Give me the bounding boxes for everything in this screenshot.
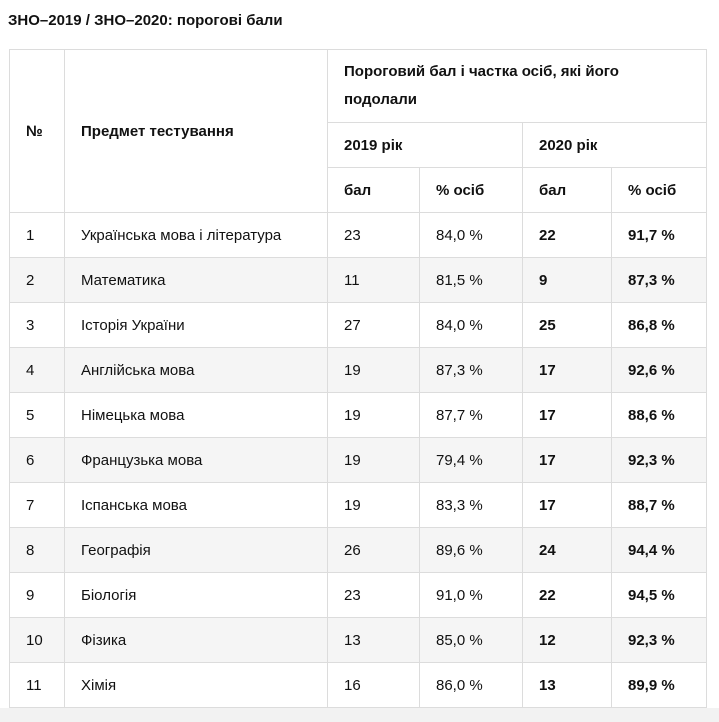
- row-number: 11: [10, 663, 65, 708]
- row-percent-2020: 92,3 %: [612, 618, 707, 663]
- row-score-2020: 13: [523, 663, 612, 708]
- row-percent-2020: 92,6 %: [612, 348, 707, 393]
- table-row: [10, 483, 707, 528]
- row-number: 8: [10, 528, 65, 573]
- row-score-2020: 25: [523, 303, 612, 348]
- row-percent-2019: 89,6 %: [420, 528, 523, 573]
- table-row: [10, 573, 707, 618]
- row-percent-2020: 88,7 %: [612, 483, 707, 528]
- row-percent-2019: 86,0 %: [420, 663, 523, 708]
- row-percent-2020: 89,9 %: [612, 663, 707, 708]
- table-header: [10, 50, 707, 213]
- row-score-2019: 16: [328, 663, 420, 708]
- header-percent-2019: % осіб: [420, 168, 523, 213]
- row-score-2020: 17: [523, 348, 612, 393]
- row-score-2020: 22: [523, 573, 612, 618]
- row-subject: Математика: [65, 258, 328, 303]
- row-percent-2019: 87,3 %: [420, 348, 523, 393]
- page-title: ЗНО–2019 / ЗНО–2020: порогові бали: [8, 12, 283, 29]
- row-score-2019: 19: [328, 438, 420, 483]
- header-year-2020: 2020 рік: [523, 123, 707, 168]
- row-percent-2020: 87,3 %: [612, 258, 707, 303]
- row-percent-2019: 83,3 %: [420, 483, 523, 528]
- table-row: [10, 393, 707, 438]
- table-row: [10, 438, 707, 483]
- row-subject: Біологія: [65, 573, 328, 618]
- row-subject: Англійська мова: [65, 348, 328, 393]
- table-body: [10, 213, 707, 708]
- row-score-2020: 22: [523, 213, 612, 258]
- row-percent-2020: 94,4 %: [612, 528, 707, 573]
- row-subject: Українська мова і література: [65, 213, 328, 258]
- row-number: 2: [10, 258, 65, 303]
- row-score-2019: 27: [328, 303, 420, 348]
- bottom-strip: [0, 708, 719, 722]
- row-subject: Іспанська мова: [65, 483, 328, 528]
- row-percent-2019: 84,0 %: [420, 213, 523, 258]
- row-score-2020: 9: [523, 258, 612, 303]
- header-score-2019: бал: [328, 168, 420, 213]
- table-row: [10, 258, 707, 303]
- row-score-2020: 17: [523, 393, 612, 438]
- row-percent-2020: 88,6 %: [612, 393, 707, 438]
- row-score-2019: 23: [328, 573, 420, 618]
- row-score-2019: 19: [328, 348, 420, 393]
- row-percent-2020: 94,5 %: [612, 573, 707, 618]
- row-score-2019: 19: [328, 483, 420, 528]
- row-number: 5: [10, 393, 65, 438]
- row-score-2019: 11: [328, 258, 420, 303]
- row-number: 3: [10, 303, 65, 348]
- header-number: №: [10, 50, 65, 213]
- table-row: [10, 348, 707, 393]
- row-percent-2020: 91,7 %: [612, 213, 707, 258]
- table-row: [10, 663, 707, 708]
- row-score-2019: 13: [328, 618, 420, 663]
- row-percent-2019: 87,7 %: [420, 393, 523, 438]
- row-number: 4: [10, 348, 65, 393]
- row-percent-2020: 92,3 %: [612, 438, 707, 483]
- row-subject: Фізика: [65, 618, 328, 663]
- table-row: [10, 213, 707, 258]
- row-score-2019: 23: [328, 213, 420, 258]
- row-number: 9: [10, 573, 65, 618]
- row-subject: Французька мова: [65, 438, 328, 483]
- table-row: [10, 528, 707, 573]
- header-percent-2020: % осіб: [612, 168, 707, 213]
- row-percent-2019: 91,0 %: [420, 573, 523, 618]
- row-score-2019: 19: [328, 393, 420, 438]
- header-year-2019: 2019 рік: [328, 123, 523, 168]
- row-percent-2019: 81,5 %: [420, 258, 523, 303]
- row-number: 6: [10, 438, 65, 483]
- row-subject: Історія України: [65, 303, 328, 348]
- row-percent-2019: 79,4 %: [420, 438, 523, 483]
- row-number: 1: [10, 213, 65, 258]
- row-number: 7: [10, 483, 65, 528]
- row-subject: Німецька мова: [65, 393, 328, 438]
- row-score-2020: 17: [523, 483, 612, 528]
- header-row-1: [10, 50, 707, 123]
- row-score-2020: 17: [523, 438, 612, 483]
- threshold-scores-table: [9, 49, 707, 708]
- row-percent-2019: 85,0 %: [420, 618, 523, 663]
- row-score-2020: 24: [523, 528, 612, 573]
- row-number: 10: [10, 618, 65, 663]
- header-subject: Предмет тестування: [65, 50, 328, 213]
- table-row: [10, 618, 707, 663]
- header-group: Пороговий бал і частка осіб, які його подолали: [328, 50, 707, 123]
- header-score-2020: бал: [523, 168, 612, 213]
- row-score-2019: 26: [328, 528, 420, 573]
- row-subject: Хімія: [65, 663, 328, 708]
- row-percent-2020: 86,8 %: [612, 303, 707, 348]
- row-percent-2019: 84,0 %: [420, 303, 523, 348]
- table-row: [10, 303, 707, 348]
- row-subject: Географія: [65, 528, 328, 573]
- row-score-2020: 12: [523, 618, 612, 663]
